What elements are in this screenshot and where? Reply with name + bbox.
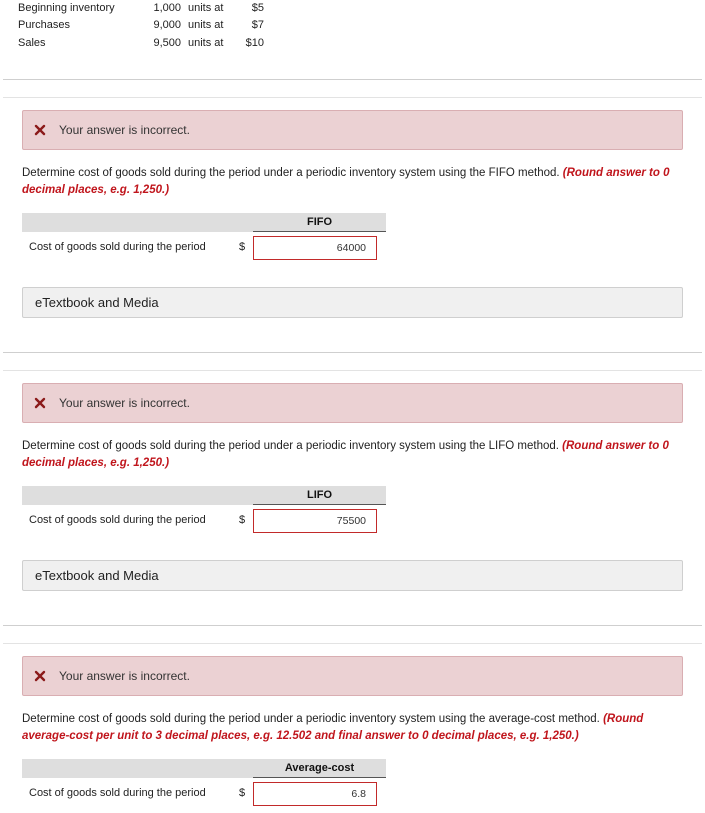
section-divider (3, 625, 702, 626)
incorrect-x-icon (34, 124, 46, 136)
inventory-units: units at (188, 37, 224, 49)
column-header-lifo: LIFO (253, 486, 386, 505)
average-cost-answer-input[interactable]: 6.8 (253, 782, 377, 806)
inventory-cost: $10 (245, 37, 264, 49)
etextbook-media-link[interactable]: eTextbook and Media (22, 287, 683, 318)
inventory-units: units at (188, 2, 224, 14)
etextbook-media-link[interactable]: eTextbook and Media (22, 560, 683, 591)
question-fifo (22, 165, 687, 199)
inventory-label: Purchases (18, 19, 70, 31)
rounding-hint: (Round answer to 0 decimal places, e.g. 1,250.) (22, 440, 669, 469)
question-text: Determine cost of goods sold during the period under a periodic inventory system using the LIFO method. (22, 440, 559, 452)
feedback-text: Your answer is incorrect. (59, 123, 190, 137)
row-label-cogs: Cost of goods sold during the period (29, 241, 206, 253)
question-text: Determine cost of goods sold during the period under a periodic inventory system using the FIFO method. (22, 167, 560, 179)
feedback-banner-average (22, 656, 683, 696)
inventory-label: Sales (18, 37, 46, 49)
inventory-label: Beginning inventory (18, 2, 115, 14)
column-header-fifo: FIFO (253, 213, 386, 232)
row-label-cogs: Cost of goods sold during the period (29, 787, 206, 799)
feedback-text: Your answer is incorrect. (59, 396, 190, 410)
inventory-qty: 1,000 (153, 2, 181, 14)
inventory-qty: 9,000 (153, 19, 181, 31)
rounding-hint: (Round average-cost per unit to 3 decimal places, e.g. 12.502 and final answer to 0 decimal places, e.g. 1,250.) (22, 713, 644, 742)
currency-symbol: $ (239, 514, 246, 526)
inventory-qty: 9,500 (153, 37, 181, 49)
currency-symbol: $ (239, 241, 246, 253)
lifo-answer-input[interactable]: 75500 (253, 509, 377, 533)
question-text: Determine cost of goods sold during the period under a periodic inventory system using the average-cost method. (22, 713, 600, 725)
section-divider (3, 79, 702, 80)
feedback-banner-lifo (22, 383, 683, 423)
feedback-banner-fifo (22, 110, 683, 150)
currency-symbol: $ (239, 787, 246, 799)
inventory-units: units at (188, 19, 224, 31)
section-divider (3, 97, 702, 98)
question-lifo (22, 438, 687, 472)
section-divider (3, 643, 702, 644)
rounding-hint: (Round answer to 0 decimal places, e.g. 1,250.) (22, 167, 670, 196)
inventory-cost: $5 (251, 2, 264, 14)
feedback-text: Your answer is incorrect. (59, 669, 190, 683)
incorrect-x-icon (34, 397, 46, 409)
incorrect-x-icon (34, 670, 46, 682)
section-divider (3, 370, 702, 371)
row-label-cogs: Cost of goods sold during the period (29, 514, 206, 526)
question-average-cost (22, 711, 687, 745)
inventory-cost: $7 (251, 19, 264, 31)
fifo-answer-input[interactable]: 64000 (253, 236, 377, 260)
column-header-average-cost: Average-cost (253, 759, 386, 778)
section-divider (3, 352, 702, 353)
